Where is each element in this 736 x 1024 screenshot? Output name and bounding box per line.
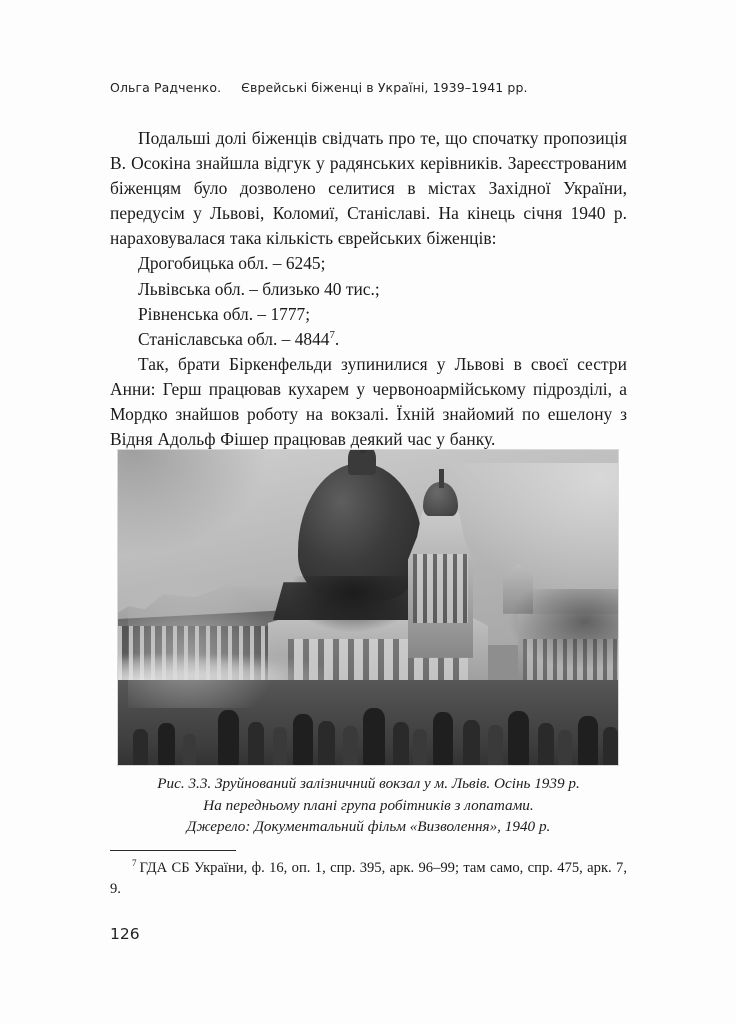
running-head-author: Ольга Радченко. [110, 80, 222, 95]
figure-3-3 [118, 450, 618, 765]
footnote-marker: 7 [132, 858, 137, 869]
photo-crowd-figure [183, 734, 196, 765]
text-column [110, 126, 627, 452]
region-count-list [110, 251, 627, 351]
footnote-reference[interactable]: 7 [329, 328, 335, 341]
caption-line-3: Джерело: Документальний фільм «Визволення», 1940 р. [186, 818, 551, 836]
list-item: Дрогобицька обл. – 6245; [138, 253, 326, 274]
photo-crowd-figure [248, 722, 264, 765]
list-item-tail: . [334, 328, 340, 349]
photo-crowd-figure [538, 723, 554, 765]
photo-tower-windows [413, 554, 468, 623]
photo-crowd-figure [343, 726, 358, 765]
running-head-title: Єврейські біженці в Україні, 1939–1941 рр. [241, 80, 528, 95]
paragraph-first: Подальші долі біженців свідчать про те, що спочатку пропозиція В. Осокіна знайшла відгук у радянських керівників. Зареєстрованим біженцям було дозволено селитися в містах Західної України, передусім у Львові, Коломиї, Станіславі. На кінець січня 1940 р. нараховувалася така кількість єврейських біженців: [110, 128, 627, 249]
photo-crowd-figure [318, 721, 335, 765]
footnote-separator [110, 850, 236, 851]
photo-crowd-figure [158, 723, 175, 765]
photo-crowd-figure [603, 727, 618, 765]
caption-line-1: Рис. 3.3. Зруйнований залізничний вокзал у м. Львів. Осінь 1939 р. [157, 775, 580, 792]
caption-line-2: На передньому плані група робітників з лопатами. [203, 796, 534, 814]
photo-crowd-figure [133, 729, 148, 765]
photo-crowd-figure [363, 708, 385, 765]
photo-dome-lantern [348, 450, 376, 475]
list-item: Рівненська обл. – 1777; [138, 303, 311, 324]
photo-crowd-figure [578, 716, 598, 765]
photo-crowd-figure [463, 720, 480, 765]
photo-crowd-figure [293, 714, 313, 765]
photo-crowd-figure [273, 727, 287, 765]
paragraph-second: Так, брати Біркенфельди зупинилися у Львові в своєї сестри Анни: Герш працював кухарем у червоноармійському підрозділі, а Мордко знайшов роботу на вокзалі. Їхній знайомий по ешелону з Відня Адольф Фішер працював деякий час у банку. [110, 353, 627, 450]
photo-crowd-figure [488, 725, 503, 765]
photo-crowd-figure [433, 712, 453, 765]
photo-smoke [508, 589, 618, 671]
photo-sky-haze [448, 463, 618, 605]
photo-crowd-figure [413, 729, 427, 765]
running-head [110, 80, 627, 95]
list-item: Львівська обл. – близько 40 тис.; [138, 278, 380, 299]
footnote-text: ГДА СБ України, ф. 16, оп. 1, спр. 395, арк. 96–99; там само, спр. 475, арк. 7, 9. [110, 860, 627, 897]
photo-dome-damage [288, 576, 418, 633]
photo-dome-finial [360, 450, 366, 453]
photo-crowd-figure [558, 730, 572, 765]
photo-crowd-figure [508, 711, 529, 765]
footnote [110, 858, 627, 900]
list-item [110, 327, 627, 352]
photo-crowd-of-workers [118, 671, 618, 766]
photo-crowd-figure [393, 722, 409, 765]
photo-destroyed-railway-station [118, 450, 618, 765]
list-item-label: Станіславська обл. – 4844 [138, 328, 330, 349]
photo-crowd-figure [218, 710, 239, 765]
page-number: 126 [110, 925, 140, 943]
figure-caption [110, 773, 627, 838]
photo-sky-shadow [118, 450, 268, 557]
photo-tower-spire [439, 469, 444, 488]
